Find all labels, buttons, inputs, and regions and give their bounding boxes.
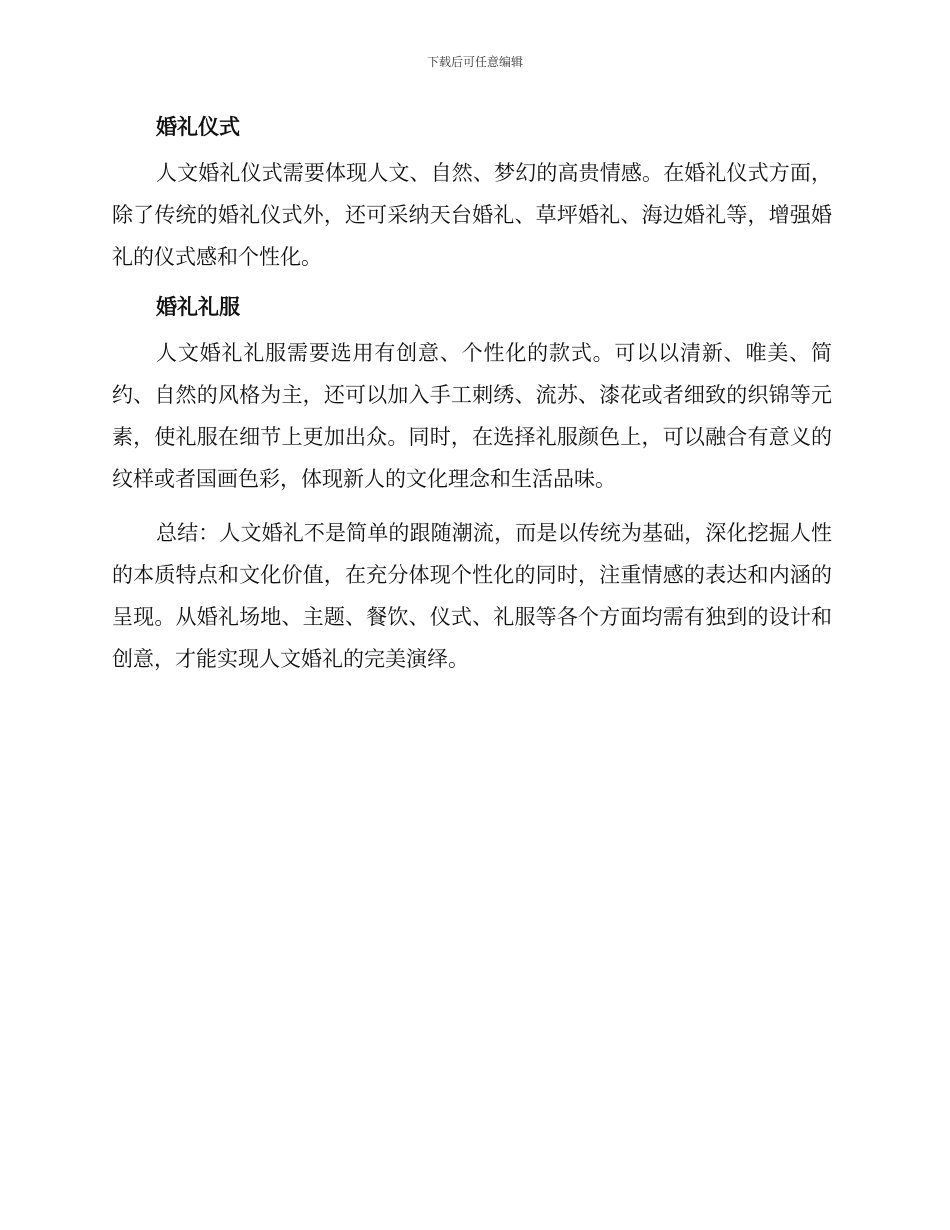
section-paragraph-attire: 人文婚礼礼服需要选用有创意、个性化的款式。可以以清新、唯美、简约、自然的风格为主，还可以加入手工刺绣、流苏、漆花或者细致的织锦等元素，使礼服在细节上更加出众。同时，在选择礼服颜色上，可以融合有意义的纹样或者国画色彩，体现新人的文化理念和生活品味。 (112, 341, 832, 491)
document-body (112, 110, 832, 680)
section-heading-attire: 婚礼礼服 (156, 295, 240, 319)
section-heading-ceremony: 婚礼仪式 (156, 115, 240, 139)
section-paragraph-ceremony: 人文婚礼仪式需要体现人文、自然、梦幻的高贵情感。在婚礼仪式方面，除了传统的婚礼仪式外，还可采纳天台婚礼、草坪婚礼、海边婚礼等，增强婚礼的仪式感和个性化。 (112, 161, 832, 269)
summary-paragraph: 总结：人文婚礼不是简单的跟随潮流，而是以传统为基础，深化挖掘人性的本质特点和文化价值，在充分体现个性化的同时，注重情感的表达和内涵的呈现。从婚礼场地、主题、餐饮、仪式、礼服等各个方面均需有独到的设计和创意，才能实现人文婚礼的完美演绎。 (112, 521, 832, 671)
header-note: 下载后可任意编辑 (426, 55, 523, 69)
